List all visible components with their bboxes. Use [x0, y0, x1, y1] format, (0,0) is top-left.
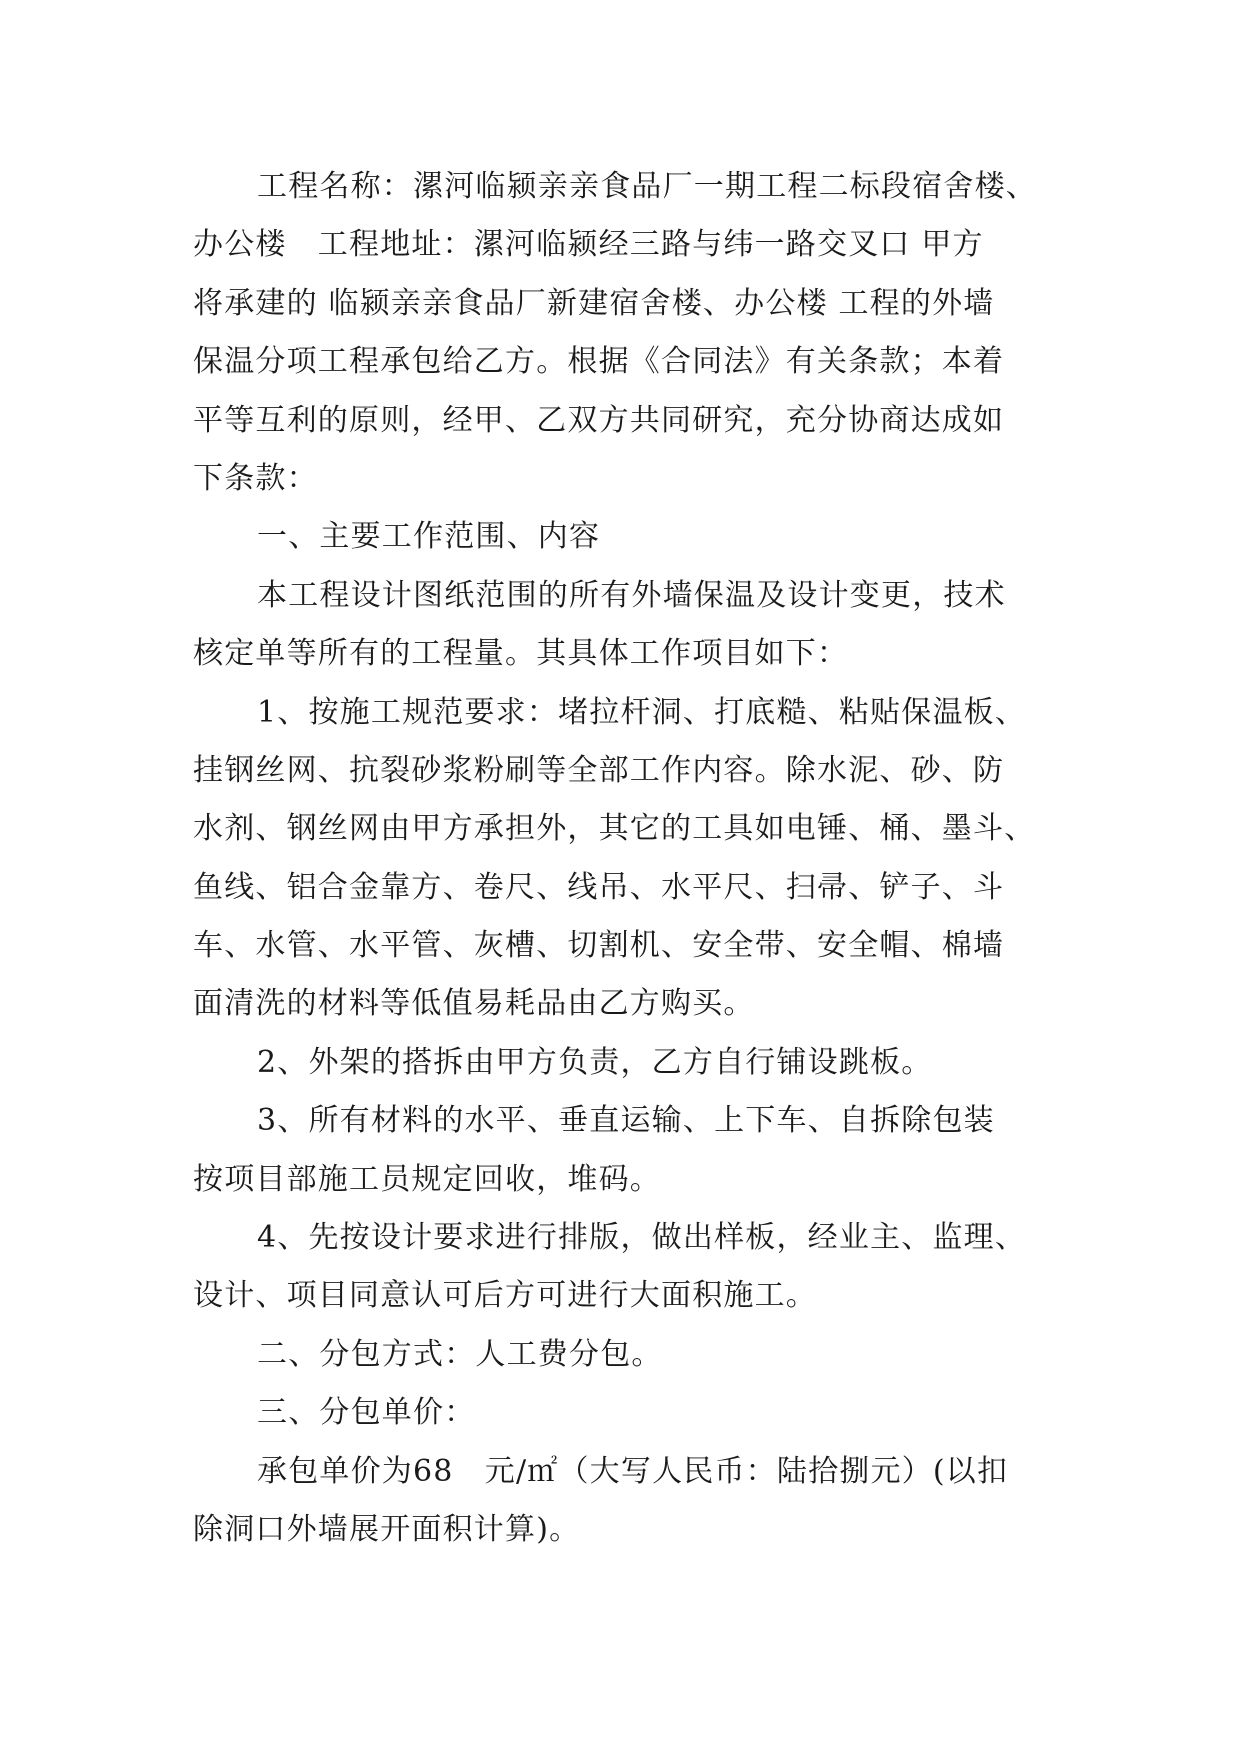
- body-line: 保温分项工程承包给乙方。根据《合同法》有关条款；本着: [193, 344, 1005, 380]
- item-3-line: 3、所有材料的水平、垂直运输、上下车、自拆除包装: [257, 1103, 995, 1139]
- item-2-line: 2、外架的搭拆由甲方负责，乙方自行铺设跳板。: [257, 1044, 933, 1080]
- item-4-line: 4、先按设计要求进行排版，做出样板，经业主、监理、: [257, 1220, 1027, 1256]
- body-line: 办公楼 工程地址：漯河临颍经三路与纬一路交叉口 甲方: [193, 227, 984, 263]
- body-line: 平等互利的原则，经甲、乙双方共同研究，充分协商达成如: [193, 402, 1005, 438]
- body-line: 设计、项目同意认可后方可进行大面积施工。: [193, 1278, 817, 1314]
- item-1-line: 1、按施工规范要求：堵拉杆洞、打底糙、粘贴保温板、: [257, 694, 1027, 730]
- section-heading-scope: 一、主要工作范围、内容: [257, 519, 601, 555]
- project-name-line: 工程名称：漯河临颍亲亲食品厂一期工程二标段宿舍楼、: [257, 169, 1037, 204]
- body-line: 挂钢丝网、抗裂砂浆粉刷等全部工作内容。除水泥、砂、防: [193, 752, 1005, 788]
- body-line: 下条款：: [193, 460, 318, 496]
- body-line: 面清洗的材料等低值易耗品由乙方购买。: [193, 986, 755, 1022]
- contract-body: [193, 158, 1073, 1559]
- body-line: 按项目部施工员规定回收，堆码。: [193, 1161, 661, 1197]
- body-line: 本工程设计图纸范围的所有外墙保温及设计变更，技术: [257, 577, 1006, 613]
- body-line: 核定单等所有的工程量。其具体工作项目如下：: [193, 636, 849, 672]
- section-heading-unit-price: 三、分包单价：: [257, 1395, 476, 1431]
- body-line: 除洞口外墙展开面积计算)。: [193, 1511, 581, 1547]
- body-line: 鱼线、铝合金靠方、卷尺、线吊、水平尺、扫帚、铲子、斗: [193, 869, 1005, 905]
- section-heading-subcontract-method: 二、分包方式：人工费分包。: [257, 1336, 663, 1372]
- body-line: 将承建的 临颍亲亲食品厂新建宿舍楼、办公楼 工程的外墙: [193, 285, 995, 321]
- unit-price-line: 承包单价为68 元/㎡（大写人民币：陆拾捌元）(以扣: [257, 1453, 1009, 1489]
- body-line: 水剂、钢丝网由甲方承担外，其它的工具如电锤、桶、墨斗、: [193, 811, 1036, 847]
- body-line: 车、水管、水平管、灰槽、切割机、安全带、安全帽、棉墙: [193, 928, 1005, 964]
